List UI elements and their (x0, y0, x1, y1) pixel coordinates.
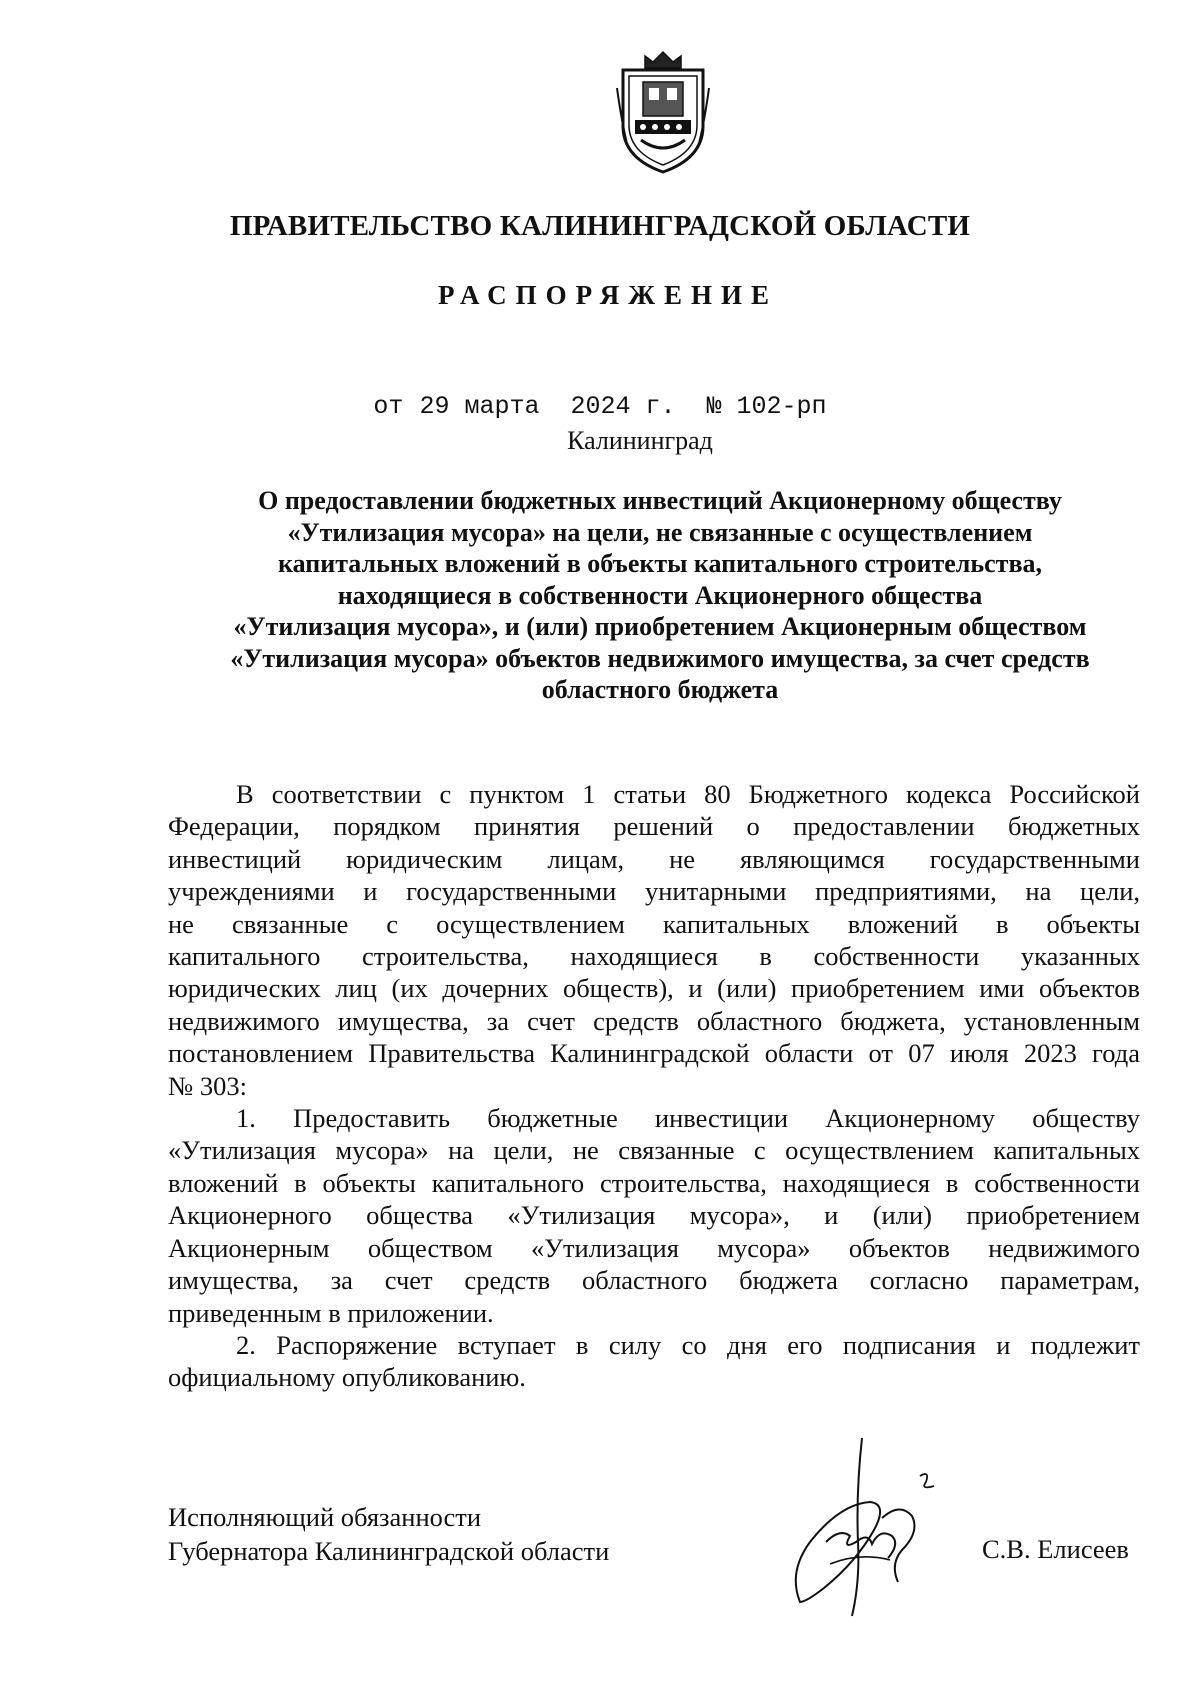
position-line: Исполняющий обязанности (168, 1502, 482, 1532)
body-line: приведенным в приложении. (168, 1297, 494, 1328)
title-line: областного бюджета (541, 675, 779, 704)
body-line: Федерации, порядком принятия решений о предоставлении бюджетных (168, 811, 1140, 842)
title-line: «Утилизация мусора» объектов недвижимого имущества, за счет средств (230, 643, 1090, 673)
body-line: учреждениями и государственными унитарными предприятиями, на цели, (168, 876, 1140, 907)
body-line: капитального строительства, находящиеся в собственности указанных (168, 941, 1140, 972)
body-line: имущества, за счет средств областного бюджета согласно параметрам, (168, 1265, 1140, 1296)
signer-name: С.В. Елисеев (982, 1534, 1129, 1564)
title-line: «Утилизация мусора» на цели, не связанные с осуществлением (287, 517, 1033, 547)
year: 2024 г. (570, 392, 676, 421)
title-line: находящиеся в собственности Акционерного общества (337, 580, 983, 610)
body-line: постановлением Правительства Калининградской области от 07 июля 2023 года (168, 1038, 1140, 1069)
position-line: Губернатора Калининградской области (168, 1536, 610, 1566)
body-line: инвестиций юридическим лицам, не являющимся государственными (168, 843, 1140, 874)
body-line: не связанные с осуществлением капитальных вложений в объекты (168, 908, 1140, 939)
body-line: недвижимого имущества, за счет средств областного бюджета, установленным (168, 1005, 1140, 1036)
document-number: № 102-рп (706, 392, 827, 421)
signatory-position (168, 1500, 609, 1568)
title-line: капитальных вложений в объекты капитального строительства, (278, 549, 1042, 578)
date-line (0, 392, 1200, 421)
kaliningrad-coat-of-arms-icon (615, 48, 711, 176)
body-line: вложений в объекты капитального строительства, находящиеся в собственности (168, 1167, 1140, 1198)
body-line: Акционерного общества «Утилизация мусора», и (или) приобретением (168, 1200, 1140, 1231)
document-body (168, 778, 1140, 1394)
document-type: РАСПОРЯЖЕНИЕ (437, 280, 779, 310)
body-line: В соответствии с пунктом 1 статьи 80 Бюджетного кодекса Российской (236, 779, 1140, 809)
body-line: Акционерным обществом «Утилизация мусора» объектов недвижимого (168, 1232, 1140, 1263)
body-line: официальному опубликованию. (168, 1362, 526, 1393)
body-line: юридических лиц (их дочерних обществ), и (или) приобретением ими объектов (168, 973, 1140, 1004)
date: 29 марта (419, 392, 540, 421)
title-line: «Утилизация мусора», и (или) приобретением Акционерным обществом (233, 612, 1087, 641)
document-title (180, 485, 1140, 706)
body-line: 2. Распоряжение вступает в силу со дня его подписания и подлежит (236, 1329, 1140, 1360)
organization-name: ПРАВИТЕЛЬСТВО КАЛИНИНГРАДСКОЙ ОБЛАСТИ (229, 210, 971, 242)
handwritten-signature-icon (770, 1432, 960, 1622)
body-line: № 303: (168, 1070, 248, 1101)
body-line: 1. Предоставить бюджетные инвестиции Акционерному обществу (236, 1103, 1140, 1134)
city: Калининград (567, 426, 713, 455)
body-line: «Утилизация мусора» на цели, не связанные с осуществлением капитальных (168, 1135, 1140, 1166)
date-prefix: от (373, 392, 404, 421)
title-line: О предоставлении бюджетных инвестиций Акционерному обществу (258, 486, 1062, 515)
